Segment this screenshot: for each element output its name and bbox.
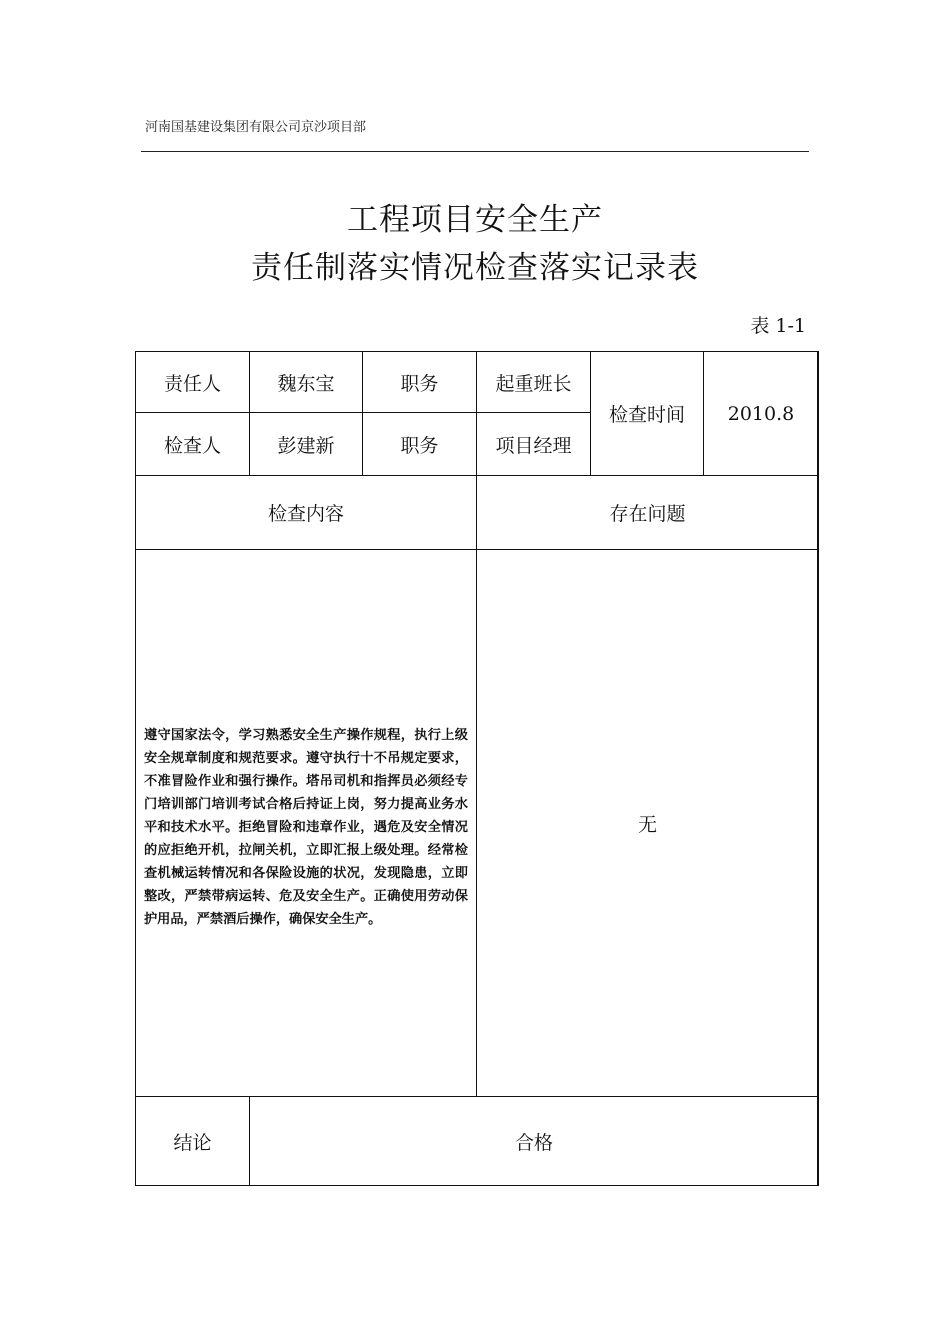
inspector-label: 检查人 [136,413,250,476]
position-label: 职务 [363,352,477,413]
inspection-content-text: 遵守国家法令，学习熟悉安全生产操作规程，执行上级安全规章制度和规范要求。遵守执行十不吊规定要求，不准冒险作业和强行操作。塔吊司机和指挥员必须经专门培训部门培训考试合格后持证上岗，努力提高业务水平和技术水平。拒绝冒险和违章作业，遇危及安全情况的应拒绝开机，拉闸关机，立即汇报上级处理。经常检查机械运转情况和各保险设施的状况，发现隐患，立即整改，严禁带病运转、危及安全生产。正确使用劳动保护用品，严禁酒后操作，确保安全生产。 [144,727,468,927]
content-cell [136,550,477,1097]
responsible-name: 魏东宝 [250,352,363,413]
conclusion-label: 结论 [136,1097,250,1186]
inspection-time-label: 检查时间 [591,352,704,476]
inspection-time-value: 2010.8 [704,352,819,476]
header-divider [141,151,809,152]
content-header: 检查内容 [136,476,477,550]
document-title-line-1: 工程项目安全生产 [347,202,603,238]
table-right-border [817,351,819,1185]
form-number: 表 1-1 [750,315,806,337]
organization-header: 河南国基建设集团有限公司京沙项目部 [145,120,367,135]
responsible-position: 起重班长 [477,352,591,413]
document-title-line-2: 责任制落实情况检查落实记录表 [251,250,699,286]
conclusion-value: 合格 [250,1097,819,1186]
problems-value: 无 [477,550,819,1097]
problems-header: 存在问题 [477,476,819,550]
responsible-label: 责任人 [136,352,250,413]
inspector-name: 彭建新 [250,413,363,476]
position-label: 职务 [363,413,477,476]
inspection-record-table [135,351,819,1186]
inspector-position: 项目经理 [477,413,591,476]
